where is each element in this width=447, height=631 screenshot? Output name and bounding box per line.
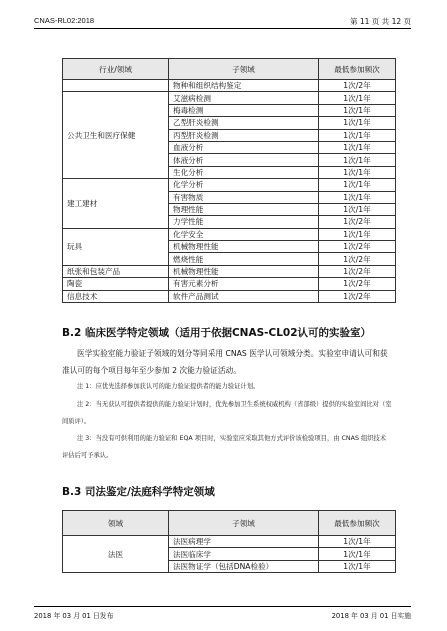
area-cell: 公共卫生和医疗保健 bbox=[63, 92, 169, 179]
subarea-cell: 力学性能 bbox=[169, 216, 319, 228]
subarea-cell: 艾滋病检测 bbox=[169, 92, 319, 104]
subarea-cell: 燃烧性能 bbox=[169, 253, 319, 265]
page-number: 第 11 页 共 12 页 bbox=[349, 17, 411, 26]
subarea-cell: 化学分析 bbox=[169, 179, 319, 191]
subarea-cell: 有害元素分析 bbox=[169, 278, 319, 290]
frequency-cell: 1次/1年 bbox=[319, 203, 396, 215]
subarea-cell: 物种和组织结构鉴定 bbox=[169, 80, 319, 92]
frequency-cell: 1次/1年 bbox=[319, 536, 396, 548]
subarea-cell: 法医病理学 bbox=[169, 536, 319, 548]
col-header-frequency: 最低参加频次 bbox=[319, 59, 396, 80]
subarea-cell: 法医物证学（包括DNA检验） bbox=[169, 560, 319, 572]
col-header-area: 领域 bbox=[63, 511, 169, 536]
page-footer bbox=[34, 606, 411, 621]
subarea-cell: 化学安全 bbox=[169, 228, 319, 240]
section-paragraph: 医学实验室能力验证子领域的划分等同采用 CNAS 医学认可领域分类。实验室申请认可和获准认可的每个项目每年至少参加 2 次能力验证活动。 bbox=[62, 349, 388, 375]
frequency-cell: 1次/2年 bbox=[319, 241, 396, 253]
frequency-cell: 1次/1年 bbox=[319, 141, 396, 153]
area-cell: 法医 bbox=[63, 536, 169, 573]
subarea-cell: 软件产品测试 bbox=[169, 290, 319, 302]
frequency-cell: 1次/1年 bbox=[319, 104, 396, 116]
subarea-cell: 丙型肝炎检测 bbox=[169, 129, 319, 141]
frequency-cell: 1次/1年 bbox=[319, 548, 396, 560]
section-heading-b2: B.2 临床医学特定领域（适用于依据CNAS-CL02认可的实验室） bbox=[62, 327, 372, 339]
table-row bbox=[63, 92, 396, 104]
area-cell bbox=[63, 80, 169, 92]
frequency-cell: 1次/1年 bbox=[319, 117, 396, 129]
subarea-cell: 血液分析 bbox=[169, 141, 319, 153]
subarea-cell: 物理性能 bbox=[169, 203, 319, 215]
table-row bbox=[63, 278, 396, 290]
table-row bbox=[63, 228, 396, 240]
section-heading-b3: B.3 司法鉴定/法庭科学特定领域 bbox=[62, 486, 215, 498]
col-header-frequency: 最低参加频次 bbox=[319, 511, 396, 536]
issue-date: 2018 年 03 月 01 日发布 bbox=[34, 612, 114, 620]
frequency-cell: 1次/1年 bbox=[319, 228, 396, 240]
table-row bbox=[63, 179, 396, 191]
table-row bbox=[63, 265, 396, 277]
subarea-cell: 梅毒检测 bbox=[169, 104, 319, 116]
subarea-cell: 法医临床学 bbox=[169, 548, 319, 560]
page-header bbox=[34, 12, 411, 29]
subarea-cell: 机械物理性能 bbox=[169, 241, 319, 253]
frequency-cell: 1次/1年 bbox=[319, 560, 396, 572]
note-2: 注 2：当无获认可提供者提供的能力验证计划时，优先参加卫生系统权威机构（省部级）提供的实验室间比对（室间质评）。 bbox=[62, 401, 392, 425]
subarea-cell: 乙型肝炎检测 bbox=[169, 117, 319, 129]
area-cell: 建工建材 bbox=[63, 179, 169, 229]
frequency-cell: 1次/2年 bbox=[319, 290, 396, 302]
frequency-cell: 1次/1年 bbox=[319, 92, 396, 104]
col-header-subarea: 子领域 bbox=[169, 511, 319, 536]
area-cell: 玩具 bbox=[63, 228, 169, 265]
frequency-cell: 1次/1年 bbox=[319, 154, 396, 166]
subarea-cell: 生化分析 bbox=[169, 166, 319, 178]
note-3: 注 3：当没有可供利用的能力验证和 EQA 项目时，实验室应采取其他方式评价该检验项目，由 CNAS 组织技术评估后可予承认。 bbox=[62, 435, 387, 459]
frequency-cell: 1次/2年 bbox=[319, 216, 396, 228]
col-header-subarea: 子领域 bbox=[169, 59, 319, 80]
proficiency-table-forensic bbox=[62, 510, 396, 573]
frequency-cell: 1次/1年 bbox=[319, 129, 396, 141]
subarea-cell: 体液分析 bbox=[169, 154, 319, 166]
proficiency-table-industry bbox=[62, 58, 396, 303]
area-cell: 纸张和包装产品 bbox=[63, 265, 169, 277]
note-1: 注 1：应优先选择参加获认可的能力验证提供者的能力验证计划。 bbox=[77, 383, 260, 390]
table-row bbox=[63, 536, 396, 548]
table-row bbox=[63, 290, 396, 302]
frequency-cell: 1次/1年 bbox=[319, 166, 396, 178]
area-cell: 陶瓷 bbox=[63, 278, 169, 290]
col-header-area: 行业/领域 bbox=[63, 59, 169, 80]
doc-code: CNAS-RL02:2018 bbox=[34, 16, 95, 25]
table-row bbox=[63, 80, 396, 92]
subarea-cell: 有害物质 bbox=[169, 191, 319, 203]
frequency-cell: 1次/2年 bbox=[319, 253, 396, 265]
area-cell: 信息技术 bbox=[63, 290, 169, 302]
subarea-cell: 机械物理性能 bbox=[169, 265, 319, 277]
effective-date: 2018 年 03 月 01 日实施 bbox=[331, 612, 411, 620]
frequency-cell: 1次/2年 bbox=[319, 278, 396, 290]
frequency-cell: 1次/1年 bbox=[319, 191, 396, 203]
frequency-cell: 1次/2年 bbox=[319, 80, 396, 92]
frequency-cell: 1次/1年 bbox=[319, 179, 396, 191]
frequency-cell: 1次/2年 bbox=[319, 265, 396, 277]
